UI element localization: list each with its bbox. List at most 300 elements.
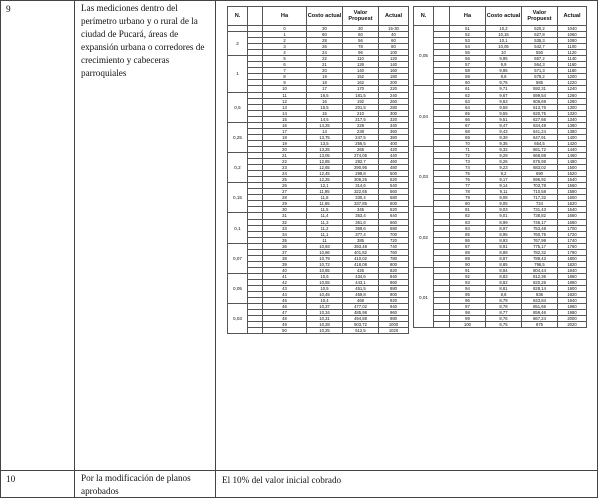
costo-value: 8,75 xyxy=(486,322,522,328)
header-ha: Ha xyxy=(450,7,486,26)
actual-value: 1440 xyxy=(558,146,587,152)
row-number: 10 xyxy=(263,86,307,92)
row-number: 38 xyxy=(263,255,307,261)
row-number: 77 xyxy=(450,183,486,189)
valor-value: 485,98 xyxy=(343,310,379,316)
row-number: 12 xyxy=(263,98,307,104)
actual-value: 1960 xyxy=(558,304,587,310)
valor-value: 796,5 xyxy=(522,261,558,267)
actual-value: 460 xyxy=(379,159,409,165)
ha-group-label: 0,03 xyxy=(414,146,434,206)
actual-value: 1700 xyxy=(558,225,587,231)
valor-value: 760,75 xyxy=(522,231,558,237)
valor-value: 627,66 xyxy=(522,116,558,122)
header-n-blank xyxy=(248,7,263,26)
row-number: 16 xyxy=(263,122,307,128)
costo-value: 10,55 xyxy=(307,279,343,285)
row-number: 27 xyxy=(263,189,307,195)
valor-value: 641,24 xyxy=(522,128,558,134)
valor-value: 192 xyxy=(343,98,379,104)
actual-value: 1380 xyxy=(558,128,587,134)
valor-value: 867,24 xyxy=(522,316,558,322)
costo-value: 9,23 xyxy=(486,165,522,171)
actual-value: 440 xyxy=(379,152,409,158)
costo-value: 10,86 xyxy=(307,249,343,255)
costo-value: 8,77 xyxy=(486,310,522,316)
row-number: 99 xyxy=(450,316,486,322)
row-number: 50 xyxy=(263,328,307,334)
actual-value: 660 xyxy=(379,219,409,225)
actual-value: 760 xyxy=(379,249,409,255)
valor-value: 494,88 xyxy=(343,316,379,322)
costo-value: 9,14 xyxy=(486,183,522,189)
row-number: 87 xyxy=(450,243,486,249)
row-number: 55 xyxy=(450,50,486,56)
actual-value: 1480 xyxy=(558,159,587,165)
row-number: 46 xyxy=(263,304,307,310)
costo-value: 9,05 xyxy=(486,201,522,207)
actual-value: 980 xyxy=(379,316,409,322)
actual-value: 2020 xyxy=(558,322,587,328)
costo-value: 14 xyxy=(307,128,343,134)
valor-value: 512,5 xyxy=(343,328,379,334)
costo-value: 10,93 xyxy=(307,243,343,249)
row-number: 11 xyxy=(263,92,307,98)
actual-value: 800 xyxy=(379,261,409,267)
actual-value: 1460 xyxy=(558,152,587,158)
costo-value: 10,05 xyxy=(486,44,522,50)
costo-value: 12,45 xyxy=(307,171,343,177)
ha-group-label: 0,03 xyxy=(228,304,248,334)
costo-value: 11 xyxy=(307,237,343,243)
row-number: 88 xyxy=(450,249,486,255)
spacer-cell xyxy=(434,322,450,328)
actual-value: 1780 xyxy=(558,249,587,255)
valor-value: 274,05 xyxy=(343,152,379,158)
actual-value: 1520 xyxy=(558,171,587,177)
actual-value: 1860 xyxy=(558,273,587,279)
row-number: 5 xyxy=(263,56,307,62)
actual-value: 1560 xyxy=(558,183,587,189)
row-number: 85 xyxy=(450,231,486,237)
costo-value: 8,78 xyxy=(486,304,522,310)
valor-value: 550 xyxy=(522,50,558,56)
ha-group-label: 0,04 xyxy=(414,86,434,146)
costo-value: 16,5 xyxy=(307,92,343,98)
costo-value: 9,95 xyxy=(486,56,522,62)
costo-value: 9,08 xyxy=(486,195,522,201)
valor-value: 401,82 xyxy=(343,249,379,255)
costo-value: 9,51 xyxy=(486,116,522,122)
row-number: 18 xyxy=(263,134,307,140)
ha-group-label: 0,07 xyxy=(228,243,248,273)
actual-value: 180 xyxy=(379,74,409,80)
valor-value: 210 xyxy=(343,110,379,116)
valor-value: 152 xyxy=(343,74,379,80)
valor-value: 361,6 xyxy=(343,219,379,225)
costo-value: 16 xyxy=(307,98,343,104)
row-number: 7 xyxy=(263,68,307,74)
actual-value: 620 xyxy=(379,207,409,213)
costo-value: 12,85 xyxy=(307,159,343,165)
actual-value: 1940 xyxy=(558,298,587,304)
row-number: 93 xyxy=(450,279,486,285)
actual-value: 360 xyxy=(379,128,409,134)
actual-value: 2000 xyxy=(558,316,587,322)
ha-group-label: 1 xyxy=(228,56,248,92)
row-number: 86 xyxy=(450,237,486,243)
row-number: 20 xyxy=(263,146,307,152)
ha-group-label: 0,5 xyxy=(228,92,248,122)
header-costo: Costo actual xyxy=(486,7,522,26)
fee-table-right xyxy=(413,6,587,328)
row-number: 14 xyxy=(263,110,307,116)
actual-value: 520 xyxy=(379,177,409,183)
valor-value: 468 xyxy=(343,298,379,304)
valor-value: 703,78 xyxy=(522,183,558,189)
row-number: 47 xyxy=(263,310,307,316)
actual-value: 1040 xyxy=(558,26,587,32)
costo-value: 9,59 xyxy=(486,104,522,110)
header-valor: Valor Propuest xyxy=(343,7,379,26)
costo-value: 15,5 xyxy=(307,104,343,110)
valor-value: 820,26 xyxy=(522,279,558,285)
actual-value: 1220 xyxy=(558,80,587,86)
valor-value: 369,6 xyxy=(343,225,379,231)
costo-value: 9,67 xyxy=(486,92,522,98)
row-number: 60 xyxy=(450,80,486,86)
valor-value: 542,7 xyxy=(522,44,558,50)
valor-value: 738,82 xyxy=(522,213,558,219)
costo-value: 10,34 xyxy=(307,310,343,316)
actual-value: 740 xyxy=(379,243,409,249)
valor-value: 767,98 xyxy=(522,237,558,243)
row-number: 51 xyxy=(450,26,486,32)
actual-value: 1140 xyxy=(558,56,587,62)
row-number: 100 xyxy=(450,322,486,328)
costo-value: 8,81 xyxy=(486,286,522,292)
row-number: 8 xyxy=(263,74,307,80)
valor-value: 451,5 xyxy=(343,286,379,292)
row-number: 92 xyxy=(450,273,486,279)
costo-value: 9,85 xyxy=(486,68,522,74)
valor-value: 753,48 xyxy=(522,225,558,231)
row-number: 33 xyxy=(263,225,307,231)
row-number: 66 xyxy=(450,116,486,122)
row-number: 48 xyxy=(263,316,307,322)
valor-value: 238 xyxy=(343,128,379,134)
row-number: 61 xyxy=(450,86,486,92)
valor-value: 520,2 xyxy=(522,26,558,32)
row-number: 69 xyxy=(450,134,486,140)
actual-value: 1120 xyxy=(558,50,587,56)
valor-value: 78 xyxy=(343,44,379,50)
valor-value: 683,02 xyxy=(522,165,558,171)
spacer-cell xyxy=(248,328,263,334)
row-number: 9 xyxy=(263,80,307,86)
valor-value: 828,14 xyxy=(522,286,558,292)
actual-value: 40 xyxy=(379,32,409,38)
row-number: 49 xyxy=(263,322,307,328)
actual-value: 560 xyxy=(379,189,409,195)
costo-value: 10,4 xyxy=(307,298,343,304)
actual-value: 1160 xyxy=(558,62,587,68)
row-number: 21 xyxy=(263,152,307,158)
valor-value: 377,4 xyxy=(343,231,379,237)
ha-group-label: 0,1 xyxy=(228,213,248,243)
costo-value: 11,1 xyxy=(307,231,343,237)
row-number: 22 xyxy=(263,159,307,165)
costo-value: 8,97 xyxy=(486,225,522,231)
costo-value: 9,71 xyxy=(486,86,522,92)
costo-value: 8,99 xyxy=(486,219,522,225)
valor-value: 418,08 xyxy=(343,261,379,267)
valor-value: 789,43 xyxy=(522,255,558,261)
costo-value: 8,87 xyxy=(486,255,522,261)
costo-value: 22 xyxy=(307,56,343,62)
costo-value: 8,82 xyxy=(486,279,522,285)
valor-value: 557,2 xyxy=(522,56,558,62)
actual-value: 100 xyxy=(379,50,409,56)
valor-value: 634,49 xyxy=(522,122,558,128)
valor-value: 717,32 xyxy=(522,195,558,201)
valor-value: 353,4 xyxy=(343,213,379,219)
ha-group-label: 0,25 xyxy=(228,122,248,152)
row-number: 97 xyxy=(450,304,486,310)
valor-value: 385 xyxy=(343,237,379,243)
header-n: N. xyxy=(414,7,434,26)
valor-value: 337,85 xyxy=(343,201,379,207)
row-9-description: Las mediciones dentro del perímetro urbano y o rural de la ciudad de Pucará, áreas de expansión urbana o corredores de crecimiento y cabeceras parroquiales xyxy=(81,3,205,78)
valor-value: 535,3 xyxy=(522,38,558,44)
row-number: 13 xyxy=(263,104,307,110)
actual-value: 480 xyxy=(379,165,409,171)
table-row xyxy=(414,322,587,328)
row-number: 39 xyxy=(263,261,307,267)
actual-value: 1900 xyxy=(558,286,587,292)
costo-value: 9,39 xyxy=(486,134,522,140)
valor-value: 690 xyxy=(522,171,558,177)
actual-value: 340 xyxy=(379,122,409,128)
costo-value: 9,2 xyxy=(486,171,522,177)
valor-value: 162 xyxy=(343,80,379,86)
valor-value: 140 xyxy=(343,68,379,74)
row-number: 59 xyxy=(450,74,486,80)
valor-value: 836 xyxy=(522,292,558,298)
costo-value: 8,91 xyxy=(486,243,522,249)
actual-value: 120 xyxy=(379,56,409,62)
row-number: 28 xyxy=(263,195,307,201)
row-number: 6 xyxy=(263,62,307,68)
ha-group-label: 0,05 xyxy=(414,26,434,86)
row-number: 83 xyxy=(450,219,486,225)
row-number: 25 xyxy=(263,177,307,183)
actual-value: 1580 xyxy=(558,189,587,195)
costo-value: 10,65 xyxy=(307,267,343,273)
valor-value: 859,46 xyxy=(522,310,558,316)
costo-value: 9,03 xyxy=(486,207,522,213)
costo-value: 10,28 xyxy=(307,322,343,328)
costo-value: 12,25 xyxy=(307,177,343,183)
valor-value: 527,8 xyxy=(522,32,558,38)
actual-value: 1280 xyxy=(558,98,587,104)
row-number: 24 xyxy=(263,171,307,177)
valor-value: 201,5 xyxy=(343,104,379,110)
row-number: 40 xyxy=(263,267,307,273)
actual-value: 580 xyxy=(379,195,409,201)
row-number: 96 xyxy=(450,298,486,304)
actual-value: 1200 xyxy=(558,74,587,80)
actual-value: 1920 xyxy=(558,292,587,298)
valor-value: 503,72 xyxy=(343,322,379,328)
costo-value: 10,31 xyxy=(307,316,343,322)
actual-value: 1800 xyxy=(558,255,587,261)
actual-value: 1080 xyxy=(558,38,587,44)
row-number: 34 xyxy=(263,231,307,237)
actual-value: 420 xyxy=(379,146,409,152)
valor-value: 731,43 xyxy=(522,207,558,213)
costo-value: 11,65 xyxy=(307,201,343,207)
row-number: 89 xyxy=(450,255,486,261)
valor-value: 620,75 xyxy=(522,110,558,116)
actual-value: 60 xyxy=(379,38,409,44)
costo-value: 8,89 xyxy=(486,249,522,255)
costo-value: 13,5 xyxy=(307,140,343,146)
actual-value: 640 xyxy=(379,213,409,219)
costo-value: 17 xyxy=(307,86,343,92)
actual-value: 280 xyxy=(379,104,409,110)
actual-value: 540 xyxy=(379,183,409,189)
row-number: 98 xyxy=(450,310,486,316)
costo-value: 13,75 xyxy=(307,134,343,140)
row-10-description: Por la modificación de planos aprobados xyxy=(81,473,191,496)
actual-value: 920 xyxy=(379,298,409,304)
valor-value: 724 xyxy=(522,201,558,207)
actual-value: 880 xyxy=(379,286,409,292)
costo-value: 10,79 xyxy=(307,255,343,261)
ha-group-label: 2 xyxy=(228,32,248,56)
costo-value: 9,47 xyxy=(486,122,522,128)
costo-value: 9,26 xyxy=(486,159,522,165)
col-divider-2 xyxy=(215,0,216,498)
row-number: 56 xyxy=(450,56,486,62)
actual-value: 1820 xyxy=(558,261,587,267)
costo-value: 9,29 xyxy=(486,152,522,158)
costo-value: 24 xyxy=(307,50,343,56)
actual-value: 1640 xyxy=(558,207,587,213)
actual-value: 820 xyxy=(379,267,409,273)
actual-value: 1740 xyxy=(558,237,587,243)
costo-value: 13,25 xyxy=(307,146,343,152)
actual-value: 1540 xyxy=(558,177,587,183)
valor-value: 613,76 xyxy=(522,104,558,110)
valor-value: 282,7 xyxy=(343,159,379,165)
valor-value: 654,5 xyxy=(522,140,558,146)
costo-value: 11,3 xyxy=(307,219,343,225)
valor-value: 170 xyxy=(343,86,379,92)
row-number: 57 xyxy=(450,62,486,68)
row-number: 84 xyxy=(450,225,486,231)
costo-value: 19 xyxy=(307,74,343,80)
costo-value: 8,93 xyxy=(486,237,522,243)
valor-value: 110 xyxy=(343,56,379,62)
actual-value: 1660 xyxy=(558,213,587,219)
actual-value: 300 xyxy=(379,110,409,116)
costo-value: 9,32 xyxy=(486,146,522,152)
valor-value: 675,98 xyxy=(522,159,558,165)
costo-value: 8,79 xyxy=(486,298,522,304)
costo-value: 9,55 xyxy=(486,110,522,116)
actual-value: 1420 xyxy=(558,140,587,146)
valor-value: 265 xyxy=(343,146,379,152)
header-actual: Actual xyxy=(558,7,587,26)
costo-value: 60 xyxy=(307,32,343,38)
actual-value: 1240 xyxy=(558,86,587,92)
valor-value: 746,17 xyxy=(522,219,558,225)
costo-value: 18 xyxy=(307,80,343,86)
actual-value: 940 xyxy=(379,304,409,310)
header-costo: Costo actual xyxy=(307,7,343,26)
row-number: 62 xyxy=(450,92,486,98)
row-number: 78 xyxy=(450,189,486,195)
row-number: 29 xyxy=(263,201,307,207)
valor-value: 217,5 xyxy=(343,116,379,122)
row-number: 30 xyxy=(263,207,307,213)
costo-value: 9,17 xyxy=(486,177,522,183)
valor-value: 851,66 xyxy=(522,304,558,310)
valor-value: 60 xyxy=(343,32,379,38)
valor-value: 306,25 xyxy=(343,177,379,183)
row-number: 23 xyxy=(263,165,307,171)
row-number: 80 xyxy=(450,201,486,207)
costo-value: 11,5 xyxy=(307,207,343,213)
valor-value: 393,48 xyxy=(343,243,379,249)
header-actual: Actual xyxy=(379,7,409,26)
actual-value: 140 xyxy=(379,62,409,68)
row-number: 73 xyxy=(450,159,486,165)
valor-value: 571,3 xyxy=(522,68,558,74)
valor-value: 477,02 xyxy=(343,304,379,310)
valor-value: 592,31 xyxy=(522,86,558,92)
ha-group-label: 0,01 xyxy=(414,267,434,327)
actual-value: 1300 xyxy=(558,104,587,110)
valor-value: 775,17 xyxy=(522,243,558,249)
valor-value: 647,91 xyxy=(522,134,558,140)
row-number: 68 xyxy=(450,128,486,134)
actual-value: 840 xyxy=(379,273,409,279)
actual-value: 1020 xyxy=(379,328,409,334)
row-number: 31 xyxy=(263,213,307,219)
row-number: 54 xyxy=(450,44,486,50)
row-number: 3 xyxy=(263,44,307,50)
actual-value: 1600 xyxy=(558,195,587,201)
row-number: 32 xyxy=(263,219,307,225)
valor-value: 345 xyxy=(343,207,379,213)
actual-value: 1100 xyxy=(558,44,587,50)
valor-value: 875 xyxy=(522,322,558,328)
actual-value: 220 xyxy=(379,86,409,92)
costo-value: 13,05 xyxy=(307,152,343,158)
valor-value: 710,58 xyxy=(522,189,558,195)
costo-value: 12,65 xyxy=(307,165,343,171)
valor-value: 434,6 xyxy=(343,273,379,279)
valor-value: 459,8 xyxy=(343,292,379,298)
row-number: 94 xyxy=(450,286,486,292)
actual-value: 700 xyxy=(379,231,409,237)
costo-value: 9,35 xyxy=(486,140,522,146)
valor-value: 56 xyxy=(343,38,379,44)
actual-value: 1360 xyxy=(558,122,587,128)
